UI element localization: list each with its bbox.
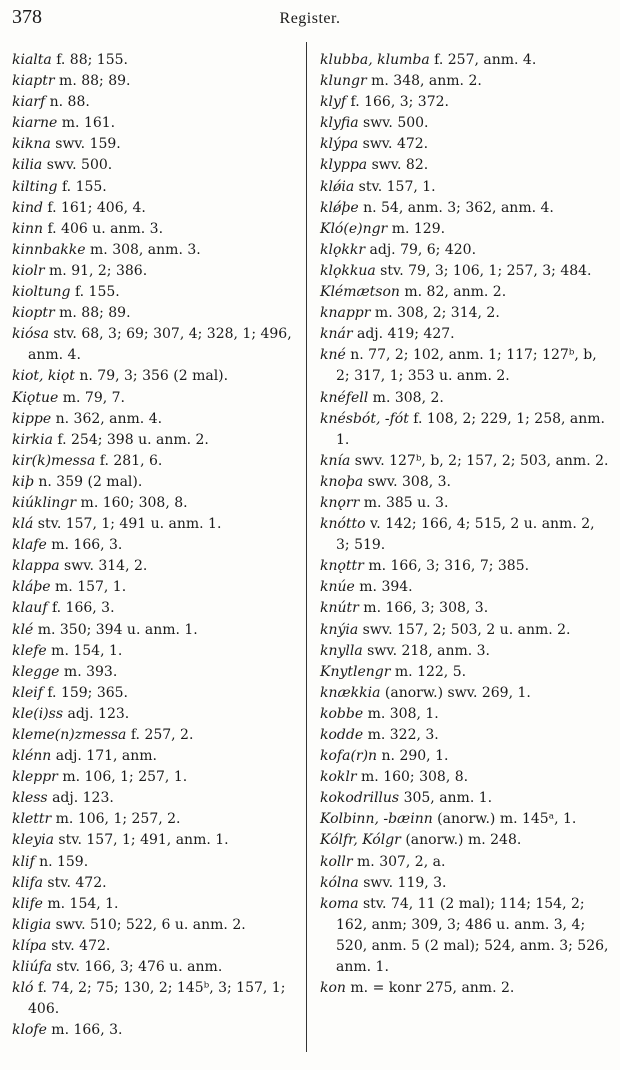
entry-references: m. 308, 2. (368, 389, 444, 406)
entry-headword: klifa (12, 874, 43, 891)
index-entry (320, 303, 612, 324)
index-entry (12, 282, 300, 303)
entry-references: m. 160; 308, 8. (356, 769, 469, 786)
index-entry (12, 493, 300, 514)
entry-headword: klyfia (320, 115, 359, 132)
index-entry (12, 303, 300, 324)
index-entry (320, 261, 612, 282)
index-entry (12, 788, 300, 809)
entry-headword: kló (12, 980, 34, 997)
entry-headword: kon (320, 980, 346, 997)
entry-references: v. 142; 166, 4; 515, 2 u. anm. 2, 3; 519. (336, 516, 595, 554)
index-column-left (12, 50, 300, 1041)
index-entry (12, 177, 300, 198)
entry-references: m. 307, 2, a. (352, 853, 446, 870)
index-entry (12, 472, 300, 493)
index-entry (320, 620, 612, 641)
index-entry (12, 957, 300, 978)
index-entry (12, 620, 300, 641)
entry-references: m. 393. (59, 663, 118, 680)
entry-headword: kliúfa (12, 959, 52, 976)
entry-headword: klif (12, 853, 35, 870)
entry-references: stv. 472. (42, 874, 107, 891)
entry-references: adj. 123. (63, 705, 130, 722)
entry-references: stv. 157, 1; 491, anm. 1. (53, 832, 229, 849)
entry-references: m. 308, 2; 314, 2. (370, 305, 500, 322)
entry-references: f. 406 u. anm. 3. (43, 220, 164, 237)
entry-headword: kir(k)messa (12, 452, 96, 469)
index-entry (320, 198, 612, 219)
index-entry (12, 894, 300, 915)
entry-references: m. 160; 308, 8. (76, 494, 188, 511)
entry-headword: Kló(e)ngr (320, 220, 388, 237)
entry-references: m. 161. (57, 115, 116, 132)
index-entry (320, 662, 612, 683)
index-entry (320, 514, 612, 556)
entry-references: adj. 79, 6; 420. (365, 241, 477, 258)
index-entry (12, 978, 300, 1020)
entry-headword: kioptr (12, 305, 55, 322)
entry-headword: kilia (12, 157, 43, 174)
entry-headword: Kiǫtue (12, 389, 59, 406)
entry-references: n. 79, 3; 356 (2 mal). (74, 368, 229, 385)
entry-headword: klǿia (320, 178, 355, 195)
entry-references: m. 350; 394 u. anm. 1. (33, 621, 198, 638)
entry-references: n. 88. (45, 94, 90, 111)
entry-headword: kiolr (12, 262, 45, 279)
entry-references: m. = konr 275, anm. 2. (345, 980, 515, 997)
entry-headword: kobbe (320, 705, 364, 722)
entry-headword: kiarf (12, 94, 46, 111)
entry-references: m. 166, 3; 308, 3. (358, 600, 489, 617)
index-entry (12, 577, 300, 598)
entry-references: m. 122, 5. (390, 663, 467, 680)
entry-headword: klettr (12, 811, 52, 828)
entry-references: swv. 218, anm. 3. (362, 642, 491, 659)
entry-references: n. 77, 2; 102, anm. 1; 117; 127ᵇ, b, 2; 317, 1; 353 u. anm. 2. (336, 347, 597, 385)
entry-headword: Kólfr, Kólgr (320, 832, 401, 849)
entry-references: n. 159. (34, 853, 89, 870)
index-entry (320, 409, 612, 451)
entry-headword: klǫkkua (320, 262, 376, 279)
entry-references: adj. 123. (47, 790, 114, 807)
entry-references: m. 166, 3; 316, 7; 385. (363, 558, 530, 575)
entry-headword: klegge (12, 663, 60, 680)
entry-references: m. 157, 1. (50, 579, 127, 596)
index-entry (12, 662, 300, 683)
entry-headword: kippe (12, 410, 52, 427)
entry-headword: klénn (12, 748, 52, 765)
entry-headword: kiúklingr (12, 494, 77, 511)
entry-headword: kialta (12, 52, 52, 68)
index-entry (320, 472, 612, 493)
entry-headword: kinnbakke (12, 241, 86, 258)
entry-headword: kofa(r)n (320, 748, 378, 765)
entry-headword: kinn (12, 220, 43, 237)
entry-headword: kiot, kiǫt (12, 368, 75, 385)
entry-references: stv. 157, 1; 491 u. anm. 1. (33, 516, 222, 533)
entry-references: f. 166, 3. (47, 600, 115, 617)
entry-references: swv. 308, 3. (363, 473, 451, 490)
entry-headword: klofe (12, 1022, 47, 1039)
entry-headword: knéfell (320, 389, 369, 406)
index-entry (12, 873, 300, 894)
index-entry (320, 704, 612, 725)
index-entry (12, 409, 300, 430)
index-entry (320, 978, 612, 999)
entry-references: f. 254; 398 u. anm. 2. (52, 431, 209, 448)
entry-references: f. 257, anm. 4. (429, 52, 537, 68)
entry-references: m. 88; 89. (54, 305, 131, 322)
entry-references: swv. 82. (367, 157, 429, 174)
entry-references: f. 88; 155. (51, 52, 128, 68)
index-entry (12, 430, 300, 451)
entry-headword: knylla (320, 642, 363, 659)
index-entry (320, 598, 612, 619)
entry-headword: kólna (320, 874, 359, 891)
entry-references: f. 159; 365. (42, 684, 128, 701)
entry-references: m. 322, 3. (363, 727, 439, 743)
entry-headword: knǫttr (320, 558, 364, 575)
entry-headword: kleif (12, 684, 43, 701)
index-entry (12, 598, 300, 619)
entry-headword: knappr (320, 305, 371, 322)
entry-headword: kollr (320, 853, 353, 870)
entry-references: m. 106, 1; 257, 2. (51, 811, 181, 828)
entry-references: adj. 419; 427. (352, 326, 455, 343)
column-divider (306, 42, 307, 1052)
index-entry (320, 240, 612, 261)
entry-references: stv. 166, 3; 476 u. anm. (51, 959, 223, 976)
running-head: Register. (279, 10, 341, 27)
entry-headword: knýia (320, 621, 359, 638)
index-entry (12, 641, 300, 662)
entry-headword: kikna (12, 136, 51, 153)
entry-headword: kind (12, 199, 43, 216)
index-entry (12, 915, 300, 936)
entry-references: (anorw.) m. 248. (400, 832, 522, 849)
entry-references: stv. 74, 11 (2 mal); 114; 154, 2; 162, anm; 309, 3; 486 u. anm. 3, 4; 520, anm. 5 (2 mal); 524, anm. 3; 526, anm. 1. (336, 895, 609, 976)
entry-headword: klauf (12, 600, 48, 617)
index-entry (320, 155, 612, 176)
entry-headword: knoþa (320, 473, 364, 490)
index-entry (12, 704, 300, 725)
entry-references: n. 362, anm. 4. (51, 410, 163, 427)
index-entry (12, 852, 300, 873)
entry-references: adj. 171, anm. (51, 748, 157, 765)
entry-references: f. 257, 2. (126, 727, 194, 743)
entry-references: stv. 472. (46, 937, 111, 954)
entry-references: n. 54, anm. 3; 362, anm. 4. (358, 199, 554, 216)
index-entry (320, 725, 612, 746)
index-entry (320, 113, 612, 134)
entry-headword: knǫrr (320, 494, 360, 511)
entry-references: m. 88; 89. (54, 73, 131, 90)
entry-headword: klubba, klumba (320, 52, 430, 68)
index-entry (320, 388, 612, 409)
entry-references: m. 385 u. 3. (359, 494, 449, 511)
entry-headword: klýpa (320, 136, 359, 153)
index-entry (12, 830, 300, 851)
index-entry (320, 683, 612, 704)
entry-references: swv. 127ᵇ, b, 2; 157, 2; 503, anm. 2. (350, 452, 609, 469)
entry-headword: knækkia (320, 684, 381, 701)
index-entry (320, 577, 612, 598)
entry-headword: klappa (12, 558, 60, 575)
index-entry (320, 345, 612, 387)
entry-references: stv. 68, 3; 69; 307, 4; 328, 1; 496, anm. 4. (28, 326, 292, 364)
entry-headword: klefe (12, 642, 47, 659)
entry-headword: klá (12, 516, 34, 533)
index-entry (320, 493, 612, 514)
index-entry (12, 936, 300, 957)
entry-references: n. 290, 1. (377, 748, 449, 765)
index-entry (320, 556, 612, 577)
entry-headword: Kolbinn, -bæinn (320, 811, 433, 828)
entry-references: m. 154, 1. (46, 642, 123, 659)
entry-headword: klǫkkr (320, 241, 366, 258)
entry-headword: klǿþe (320, 199, 359, 216)
entry-headword: koklr (320, 769, 357, 786)
entry-references: f. 108, 2; 229, 1; 258, anm. 1. (336, 410, 605, 448)
entry-references: f. 161; 406, 4. (42, 199, 146, 216)
entry-references: swv. 510; 522, 6 u. anm. 2. (51, 916, 246, 933)
index-entry (320, 134, 612, 155)
entry-headword: kiarne (12, 115, 58, 132)
entry-references: m. 91, 2; 386. (44, 262, 148, 279)
index-entry (320, 873, 612, 894)
index-entry (320, 852, 612, 873)
entry-references: m. 154, 1. (42, 895, 119, 912)
entry-headword: klafe (12, 537, 47, 554)
entry-references: (anorw.) swv. 269, 1. (380, 684, 531, 701)
entry-references: f. 155. (57, 178, 107, 195)
entry-references: 305, anm. 1. (399, 790, 493, 807)
entry-headword: klé (12, 621, 34, 638)
index-entry (320, 894, 612, 978)
index-entry (12, 198, 300, 219)
entry-references: swv. 157, 2; 503, 2 u. anm. 2. (358, 621, 571, 638)
entry-references: f. 155. (70, 284, 120, 301)
entry-headword: knésbót, -fót (320, 410, 409, 427)
entry-headword: knútr (320, 600, 359, 617)
entry-headword: kláþe (12, 579, 51, 596)
entry-headword: klyf (320, 94, 347, 111)
index-entry (12, 725, 300, 746)
entry-headword: kilting (12, 178, 58, 195)
entry-references: m. 394. (354, 579, 413, 596)
index-entry (320, 50, 612, 71)
index-entry (320, 451, 612, 472)
entry-references: m. 79, 7. (58, 389, 125, 406)
index-entry (320, 71, 612, 92)
entry-headword: klife (12, 895, 43, 912)
entry-references: f. 74, 2; 75; 130, 2; 145ᵇ, 3; 157, 1; 406. (28, 980, 286, 1018)
entry-references: n. 359 (2 mal). (33, 473, 143, 490)
index-entry (320, 92, 612, 113)
index-entry (320, 282, 612, 303)
entry-headword: kné (320, 347, 346, 364)
entry-headword: Knytlengr (320, 663, 391, 680)
index-entry (12, 514, 300, 535)
index-entry (12, 261, 300, 282)
index-entry (12, 113, 300, 134)
entry-references: swv. 500. (358, 115, 429, 132)
entry-references: stv. 157, 1. (354, 178, 436, 195)
index-entry (12, 155, 300, 176)
index-entry (12, 92, 300, 113)
entry-headword: klungr (320, 73, 367, 90)
index-entry (320, 767, 612, 788)
entry-references: m. 106, 1; 257, 1. (57, 769, 188, 786)
page-number: 378 (12, 6, 42, 28)
entry-headword: kleyia (12, 832, 54, 849)
entry-references: m. 348, anm. 2. (366, 73, 482, 90)
index-entry (320, 324, 612, 345)
entry-headword: kioltung (12, 284, 71, 301)
entry-headword: knía (320, 452, 351, 469)
entry-references: m. 166, 3. (46, 537, 123, 554)
entry-headword: kleme(n)zmessa (12, 727, 127, 743)
index-entry (320, 809, 612, 830)
entry-headword: kiþ (12, 473, 34, 490)
entry-headword: kligia (12, 916, 52, 933)
entry-headword: knár (320, 326, 353, 343)
index-entry (320, 641, 612, 662)
index-entry (12, 451, 300, 472)
entry-references: m. 308, 1. (363, 705, 439, 722)
entry-headword: knótto (320, 516, 366, 533)
index-entry (12, 219, 300, 240)
index-entry (12, 388, 300, 409)
entry-headword: kirkia (12, 431, 53, 448)
index-entry (320, 219, 612, 240)
index-entry (12, 71, 300, 92)
entry-headword: kless (12, 790, 48, 807)
index-entry (12, 240, 300, 261)
index-entry (12, 324, 300, 366)
entry-references: m. 308, anm. 3. (85, 241, 201, 258)
index-entry (320, 746, 612, 767)
index-entry (12, 50, 300, 71)
index-entry (320, 830, 612, 851)
entry-references: m. 82, anm. 2. (399, 284, 507, 301)
entry-references: swv. 119, 3. (358, 874, 447, 891)
index-entry (12, 134, 300, 155)
entry-headword: knúe (320, 579, 355, 596)
entry-references: swv. 159. (50, 136, 121, 153)
entry-headword: klípa (12, 937, 47, 954)
entry-headword: kiósa (12, 326, 49, 343)
entry-headword: klyppa (320, 157, 368, 174)
index-entry (12, 366, 300, 387)
entry-references: swv. 314, 2. (59, 558, 148, 575)
entry-references: swv. 472. (358, 136, 429, 153)
entry-references: (anorw.) m. 145ᵃ, 1. (432, 811, 577, 828)
index-entry (12, 767, 300, 788)
entry-references: m. 166, 3. (46, 1022, 123, 1039)
index-entry (12, 535, 300, 556)
entry-headword: kle(i)ss (12, 705, 64, 722)
entry-references: f. 166, 3; 372. (346, 94, 449, 111)
entry-headword: kodde (320, 727, 364, 743)
index-column-right (320, 50, 612, 999)
entry-headword: Klémætson (320, 284, 400, 301)
index-entry (320, 788, 612, 809)
index-entry (12, 809, 300, 830)
entry-headword: kokodrillus (320, 790, 400, 807)
index-entry (12, 556, 300, 577)
entry-references: swv. 500. (42, 157, 113, 174)
page-header (12, 4, 608, 36)
entry-headword: kiaptr (12, 73, 55, 90)
entry-headword: koma (320, 895, 359, 912)
entry-headword: kleppr (12, 769, 58, 786)
entry-references: f. 281, 6. (95, 452, 163, 469)
index-entry (12, 746, 300, 767)
entry-references: m. 129. (387, 220, 446, 237)
index-entry (12, 1020, 300, 1041)
index-entry (12, 683, 300, 704)
index-entry (320, 177, 612, 198)
entry-references: stv. 79, 3; 106, 1; 257, 3; 484. (375, 262, 592, 279)
